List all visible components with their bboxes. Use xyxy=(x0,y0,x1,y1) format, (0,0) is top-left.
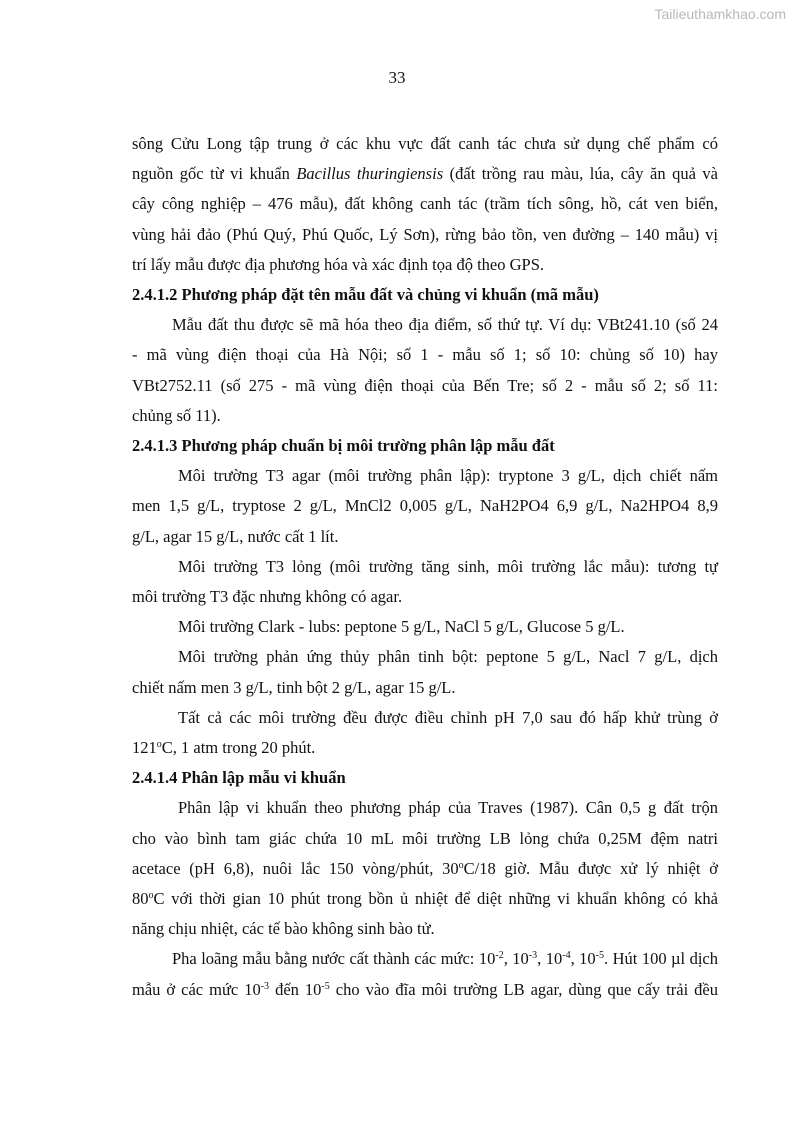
page-number: 33 xyxy=(388,68,406,87)
text-line: năng chịu nhiệt, các tế bào không sinh bào tử. xyxy=(132,919,435,939)
text-line: chủng số 11). xyxy=(132,405,221,425)
text-line: g/L, agar 15 g/L, nước cất 1 lít. xyxy=(132,526,339,546)
text-line: - mã vùng điện thoại của Hà Nội; số 1 - mẫu số 1; số 10: chủng số 10) hay xyxy=(132,345,718,365)
text-line: Môi trường T3 agar (môi trường phân lập): tryptone 3 g/L, dịch chiết nấm xyxy=(178,466,718,486)
text-line: men 1,5 g/L, tryptose 2 g/L, MnCl2 0,005 g/L, NaH2PO4 6,9 g/L, Na2HPO4 8,9 xyxy=(132,496,718,516)
text-line: cây công nghiệp – 476 mẫu), đất không canh tác (trầm tích sông, hồ, cát ven biển, xyxy=(132,194,718,214)
species-name: Bacillus thuringiensis xyxy=(296,164,444,184)
text-line: cho vào bình tam giác chứa 10 mL môi trường LB lỏng chứa 0,25M đệm natri xyxy=(132,828,718,848)
text-line: môi trường T3 đặc nhưng không có agar. xyxy=(132,587,403,607)
watermark: Tailieuthamkhao.com xyxy=(654,6,786,22)
text-line: 121$^o$C, 1 atm trong 20 phút. xyxy=(132,738,316,758)
text-line: Phân lập vi khuẩn theo phương pháp của Traves (1987). Cân 0,5 g đất trộn xyxy=(178,798,718,818)
text-line: sông Cửu Long tập trung ở các khu vực đất canh tác chưa sử dụng chế phẩm có xyxy=(132,134,718,153)
text-line: trí lấy mẫu được địa phương hóa và xác định tọa độ theo GPS. xyxy=(132,254,545,274)
text-line: nguồn gốc từ vi khuẩn Bacillus thuringiensis (đất trồng rau màu, lúa, cây ăn quả và xyxy=(132,164,719,184)
section-heading: 2.4.1.4 Phân lập mẫu vi khuẩn xyxy=(132,768,346,788)
text-line: Pha loãng mẫu bằng nước cất thành các mức: $10^{-2}$, $10^{-3}$, $10^{-4}$, $10^{-5}$. Hút 100 µl dịch xyxy=(172,949,718,969)
text-line: vùng hải đảo (Phú Quý, Phú Quốc, Lý Sơn), rừng bảo tồn, ven đường – 140 mẫu) vị xyxy=(132,224,718,244)
text-line: VBt2752.11 (số 275 - mã vùng điện thoại của Bến Tre; số 2 - mẫu số 2; số 11: xyxy=(132,375,718,395)
section-heading: 2.4.1.2 Phương pháp đặt tên mẫu đất và chủng vi khuẩn (mã mẫu) xyxy=(132,285,599,305)
text-line: 80$^o$C với thời gian 10 phút trong bồn ủ nhiệt để diệt những vi khuẩn không có khả xyxy=(132,889,718,909)
text-line: chiết nấm men 3 g/L, tinh bột 2 g/L, agar 15 g/L. xyxy=(132,677,456,697)
text-line: Mẫu đất thu được sẽ mã hóa theo địa điểm, số thứ tự. Ví dụ: VBt241.10 (số 24 xyxy=(172,315,718,335)
text-line: acetace (pH 6,8), nuôi lắc 150 vòng/phút, 30$^o$C/18 giờ. Mẫu được xử lý nhiệt ở xyxy=(132,858,718,878)
document-body xyxy=(132,129,718,1005)
text-line: Môi trường phản ứng thủy phân tinh bột: peptone 5 g/L, Nacl 7 g/L, dịch xyxy=(178,647,718,667)
text-line: mẫu ở các mức $10^{-3}$ đến $10^{-5}$ cho vào đĩa môi trường LB agar, dùng que cấy trải đều xyxy=(132,979,718,999)
text-line: Môi trường T3 lỏng (môi trường tăng sinh, môi trường lắc mẫu): tương tự xyxy=(178,556,718,576)
text-line: Tất cả các môi trường đều được điều chỉnh pH 7,0 sau đó hấp khử trùng ở xyxy=(178,707,718,727)
section-heading: 2.4.1.3 Phương pháp chuẩn bị môi trường phân lập mẫu đất xyxy=(132,436,555,456)
text-line: Môi trường Clark - lubs: peptone 5 g/L, NaCl 5 g/L, Glucose 5 g/L. xyxy=(178,617,625,637)
